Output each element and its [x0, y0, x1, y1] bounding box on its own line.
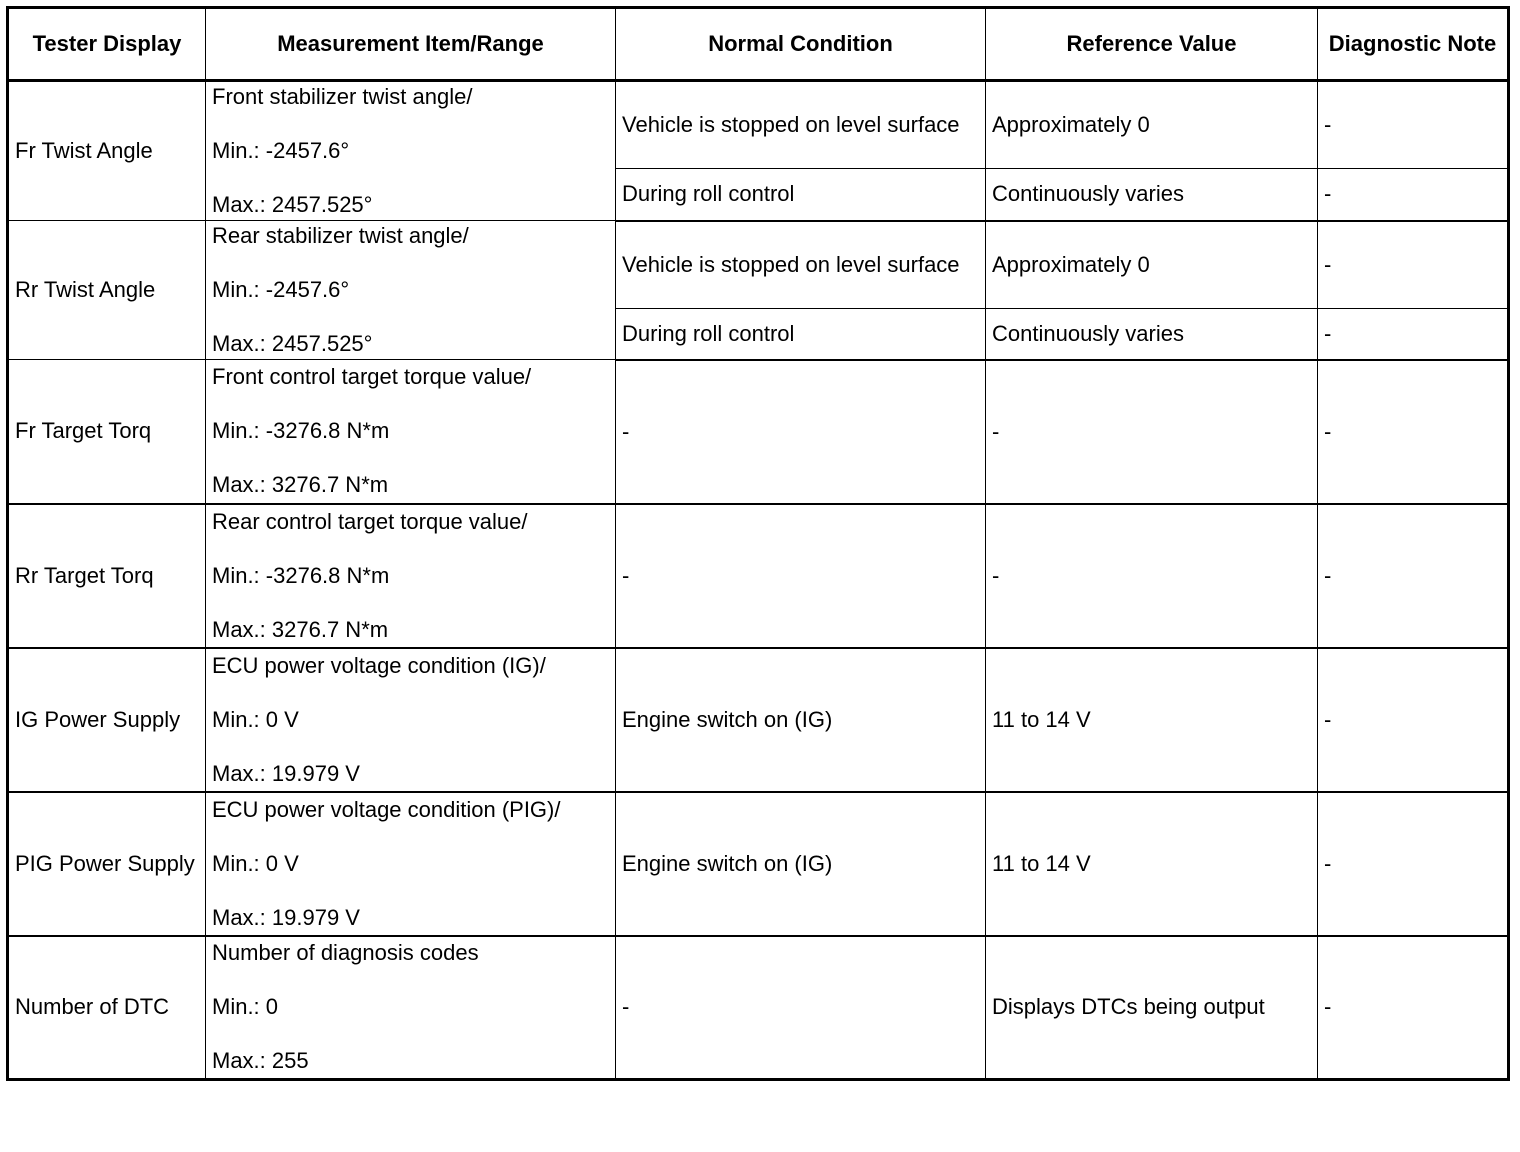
reference-value-cell: Continuously varies	[986, 169, 1318, 221]
normal-condition-cell: Engine switch on (IG)	[616, 792, 986, 936]
measurement-min-text: Min.: 0	[212, 994, 279, 1020]
header-normal-condition: Normal Condition	[616, 8, 986, 81]
header-row	[8, 8, 1509, 81]
measurement-max-text: Max.: 2457.525°	[212, 331, 373, 356]
normal-condition-cell: Vehicle is stopped on level surface	[616, 221, 986, 309]
diagnostic-note-cell: -	[1318, 504, 1509, 648]
table-row	[8, 504, 1509, 648]
measurement-min-text: Min.: 0 V	[212, 706, 299, 732]
diagnostic-note-cell: -	[1318, 792, 1509, 936]
normal-condition-cell: During roll control	[616, 308, 986, 359]
measurement-cell	[206, 648, 616, 792]
measurement-max-text: Max.: 3276.7 N*m	[212, 472, 389, 498]
tester-display-cell: Number of DTC	[8, 936, 206, 1080]
measurement-item-text: Front control target torque value/	[212, 364, 532, 390]
measurement-item-text: Front stabilizer twist angle/	[212, 84, 473, 109]
reference-value-cell: 11 to 14 V	[986, 792, 1318, 936]
tester-display-cell: PIG Power Supply	[8, 792, 206, 936]
reference-value-cell: 11 to 14 V	[986, 648, 1318, 792]
tester-display-cell: Rr Target Torq	[8, 504, 206, 648]
table-row	[8, 936, 1509, 1080]
measurement-min-text: Min.: -2457.6°	[212, 277, 350, 302]
table-row	[8, 360, 1509, 504]
table-row	[8, 221, 1509, 309]
header-diagnostic-note: Diagnostic Note	[1318, 8, 1509, 81]
measurement-min-text: Min.: -3276.8 N*m	[212, 562, 390, 588]
measurement-min-text: Min.: 0 V	[212, 850, 299, 876]
reference-value-cell: Displays DTCs being output	[986, 936, 1318, 1080]
reference-value-cell: Continuously varies	[986, 308, 1318, 359]
reference-value-cell: -	[986, 504, 1318, 648]
diagnostic-note-cell: -	[1318, 221, 1509, 309]
measurement-cell	[206, 81, 616, 221]
measurement-max-text: Max.: 255	[212, 1048, 309, 1074]
diagnostic-note-cell: -	[1318, 169, 1509, 221]
diagnostic-note-cell: -	[1318, 360, 1509, 504]
data-list-table	[6, 6, 1510, 1081]
measurement-item-text: Rear control target torque value/	[212, 508, 528, 534]
measurement-cell	[206, 221, 616, 360]
measurement-item-text: Rear stabilizer twist angle/	[212, 223, 469, 248]
measurement-cell	[206, 504, 616, 648]
measurement-max-text: Max.: 2457.525°	[212, 192, 373, 217]
tester-display-cell: Rr Twist Angle	[8, 221, 206, 360]
normal-condition-cell: -	[616, 936, 986, 1080]
normal-condition-cell: During roll control	[616, 169, 986, 221]
header-tester-display: Tester Display	[8, 8, 206, 81]
table-row	[8, 792, 1509, 936]
measurement-max-text: Max.: 3276.7 N*m	[212, 616, 389, 642]
diagnostic-note-cell: -	[1318, 308, 1509, 359]
tester-display-cell: Fr Twist Angle	[8, 81, 206, 221]
measurement-cell	[206, 936, 616, 1080]
reference-value-cell: Approximately 0	[986, 81, 1318, 169]
measurement-max-text: Max.: 19.979 V	[212, 904, 360, 930]
header-reference-value: Reference Value	[986, 8, 1318, 81]
measurement-max-text: Max.: 19.979 V	[212, 760, 360, 786]
normal-condition-cell: Engine switch on (IG)	[616, 648, 986, 792]
measurement-cell	[206, 360, 616, 504]
diagnostic-note-cell: -	[1318, 81, 1509, 169]
measurement-item-text: Number of diagnosis codes	[212, 940, 479, 966]
table-row	[8, 81, 1509, 169]
tester-display-cell: Fr Target Torq	[8, 360, 206, 504]
measurement-item-text: ECU power voltage condition (IG)/	[212, 652, 546, 678]
header-measurement-item: Measurement Item/Range	[206, 8, 616, 81]
table-row	[8, 648, 1509, 792]
tester-display-cell: IG Power Supply	[8, 648, 206, 792]
normal-condition-cell: -	[616, 360, 986, 504]
measurement-min-text: Min.: -2457.6°	[212, 138, 350, 163]
diagnostic-note-cell: -	[1318, 648, 1509, 792]
reference-value-cell: -	[986, 360, 1318, 504]
normal-condition-cell: -	[616, 504, 986, 648]
measurement-cell	[206, 792, 616, 936]
measurement-min-text: Min.: -3276.8 N*m	[212, 418, 390, 444]
normal-condition-cell: Vehicle is stopped on level surface	[616, 81, 986, 169]
measurement-item-text: ECU power voltage condition (PIG)/	[212, 796, 561, 822]
diagnostic-note-cell: -	[1318, 936, 1509, 1080]
reference-value-cell: Approximately 0	[986, 221, 1318, 309]
